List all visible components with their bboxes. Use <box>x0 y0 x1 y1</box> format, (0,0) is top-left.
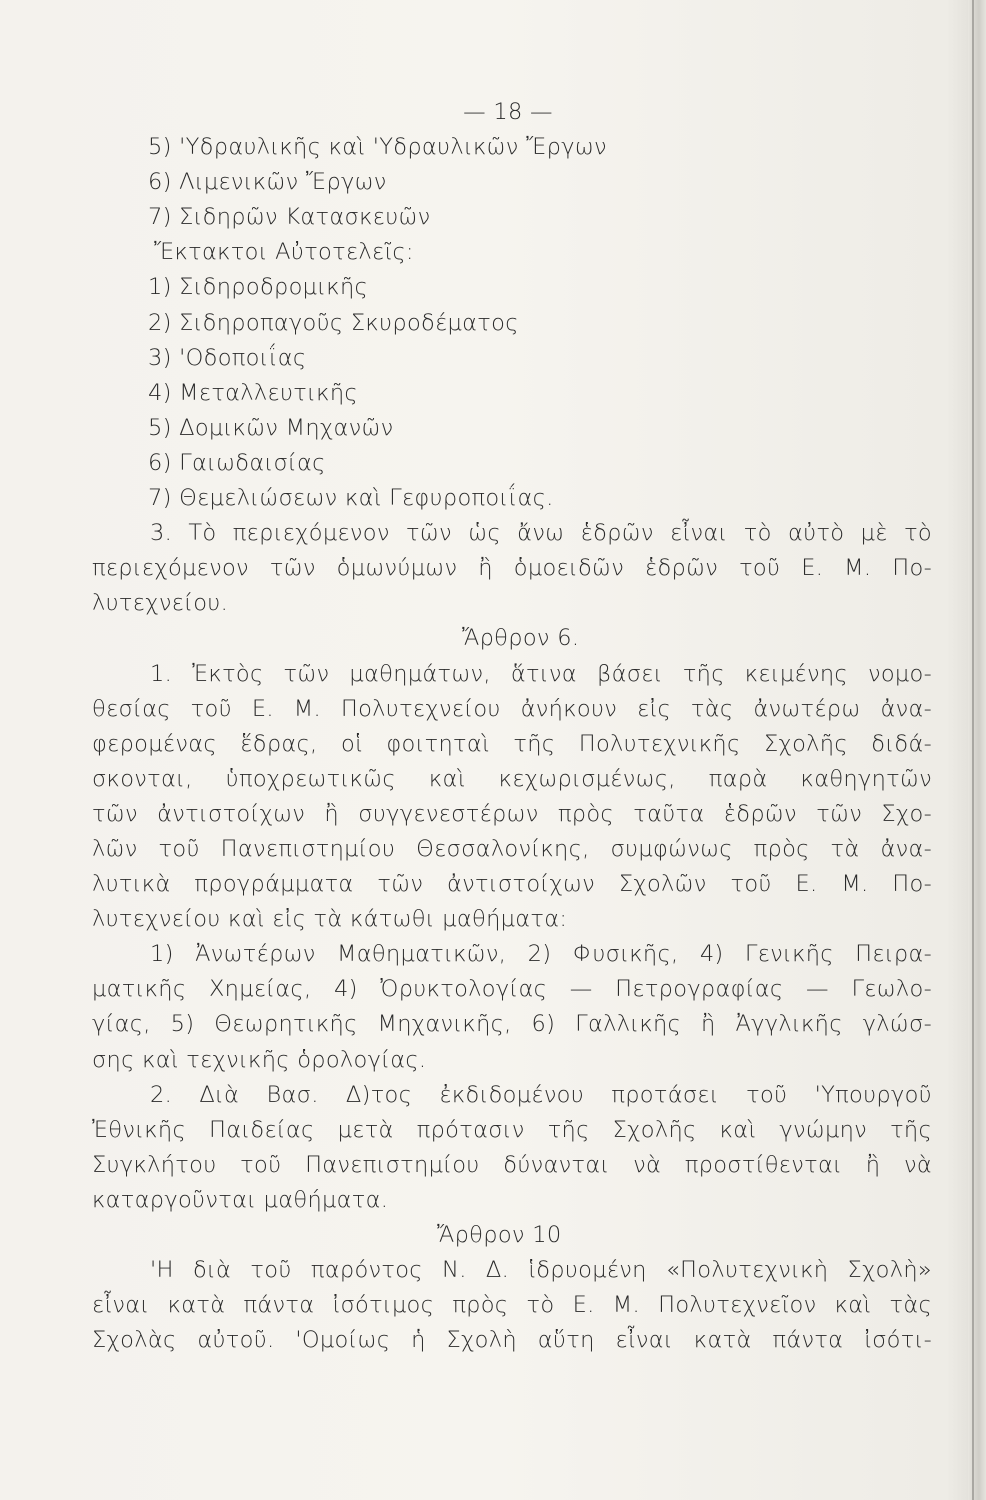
paragraph-line: λυτικὰ προγράμματα τῶν ἀντιστοίχων Σχολῶν τοῦ Ε. Μ. Πο- <box>92 871 932 898</box>
page-edge <box>968 0 986 1500</box>
paragraph-line: λυτεχνείου. <box>92 590 229 617</box>
list-item: 7) Θεμελιώσεων καὶ Γεφυροποιΐας. <box>148 485 554 512</box>
list-item: 2) Σιδηροπαγοῦς Σκυροδέματος <box>148 309 519 336</box>
list-item: 5) 'Υδραυλικῆς καὶ 'Υδραυλικῶν Ἔργων <box>148 134 607 161</box>
paragraph-line: σης καὶ τεχνικῆς ὁρολογίας. <box>92 1046 427 1073</box>
paragraph-line: 2. Διὰ Βασ. Δ)τος ἐκδιδομένου προτάσει τοῦ 'Υπουργοῦ <box>150 1081 932 1108</box>
paragraph-line: 'Η διὰ τοῦ παρόντος Ν. Δ. ἱδρυομένη «Πολυτεχνικὴ Σχολὴ» <box>150 1257 932 1284</box>
page-number: — 18 — <box>463 99 553 125</box>
list-item: 3) 'Οδοποιΐας <box>148 344 307 371</box>
paragraph-line: γίας, 5) Θεωρητικῆς Μηχανικῆς, 6) Γαλλικῆς ἢ Ἀγγλικῆς γλώσ- <box>92 1011 932 1038</box>
paragraph-line: 3. Τὸ περιεχόμενον τῶν ὡς ἄνω ἑδρῶν εἶναι τὸ αὐτὸ μὲ τὸ <box>150 520 932 547</box>
list-item: 4) Μεταλλευτικῆς <box>148 379 358 406</box>
list-item: 7) Σιδηρῶν Κατασκευῶν <box>148 204 431 231</box>
list-item: 5) Δομικῶν Μηχανῶν <box>148 414 394 441</box>
document-text <box>92 95 932 1358</box>
paragraph-line: Ἐθνικῆς Παιδείας μετὰ πρότασιν τῆς Σχολῆς καὶ γνώμην τῆς <box>92 1116 932 1143</box>
article-heading: Ἄρθρον 10 <box>437 1222 562 1248</box>
paragraph-line: φερομένας ἕδρας, οἱ φοιτηταὶ τῆς Πολυτεχνικῆς Σχολῆς διδά- <box>92 730 932 757</box>
list-item: 6) Γαιωδαισίας <box>148 449 326 476</box>
paragraph-line: περιεχόμενον τῶν ὁμωνύμων ἢ ὁμοειδῶν ἑδρῶν τοῦ Ε. Μ. Πο- <box>92 555 932 582</box>
paragraph-line: λυτεχνείου καὶ εἰς τὰ κάτωθι μαθήματα: <box>92 906 568 933</box>
list-item: 6) Λιμενικῶν Ἔργων <box>148 169 387 196</box>
paragraph-line: ματικῆς Χημείας, 4) Ὀρυκτολογίας — Πετρογραφίας — Γεωλο- <box>92 976 932 1003</box>
paragraph-line: θεσίας τοῦ Ε. Μ. Πολυτεχνείου ἀνήκουν εἰς τὰς ἀνωτέρω ἀνα- <box>92 695 932 722</box>
paragraph-line: Σχολὰς αὐτοῦ. 'Ομοίως ἡ Σχολὴ αὕτη εἶναι κατὰ πάντα ἰσότι- <box>92 1327 932 1354</box>
paragraph-line: εἶναι κατὰ πάντα ἰσότιμος πρὸς τὸ Ε. Μ. Πολυτεχνεῖον καὶ τὰς <box>92 1292 932 1319</box>
paragraph-line: 1) Ἀνωτέρων Μαθηματικῶν, 2) Φυσικῆς, 4) Γενικῆς Πειρα- <box>150 941 932 968</box>
list-item: 1) Σιδηροδρομικῆς <box>148 274 369 301</box>
paragraph-line: σκονται, ὑποχρεωτικῶς καὶ κεχωρισμένως, παρὰ καθηγητῶν <box>92 765 932 792</box>
subheading: Ἔκτακτοι Αὐτοτελεῖς: <box>154 239 414 266</box>
paragraph-line: λῶν τοῦ Πανεπιστημίου Θεσσαλονίκης, συμφώνως πρὸς τὰ ἀνα- <box>92 835 932 862</box>
paragraph-line: τῶν ἀντιστοίχων ἢ συγγενεστέρων πρὸς ταῦτα ἑδρῶν τῶν Σχο- <box>92 800 932 827</box>
article-heading: Ἄρθρον 6. <box>462 625 580 652</box>
page-edge-line <box>972 0 974 1500</box>
paragraph-line: 1. Ἐκτὸς τῶν μαθημάτων, ἅτινα βάσει τῆς κειμένης νομο- <box>150 660 932 687</box>
paragraph-line: καταργοῦνται μαθήματα. <box>92 1186 389 1213</box>
paragraph-line: Συγκλήτου τοῦ Πανεπιστημίου δύνανται νὰ προστίθενται ἢ νὰ <box>92 1151 932 1178</box>
